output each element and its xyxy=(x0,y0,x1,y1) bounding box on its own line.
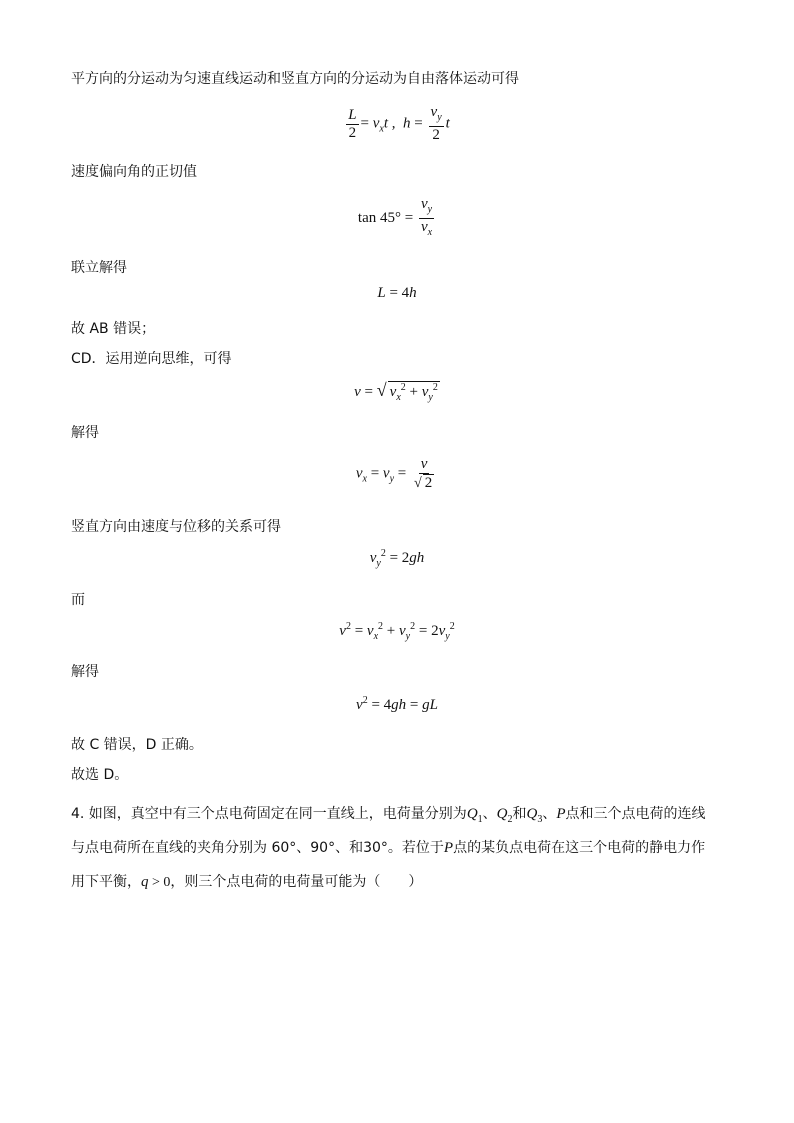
text-line-11: 故选 D。 xyxy=(71,767,129,783)
text-line-3: 联立解得 xyxy=(71,260,127,276)
text-line-8: 而 xyxy=(71,592,85,608)
question-4-line-2-tail: 点的某负点电荷在这三个电荷的静电力作 xyxy=(453,840,706,856)
equation-3: L = 4h xyxy=(377,285,417,301)
question-4-line-3-prefix: 用下平衡， xyxy=(71,874,141,890)
equation-2: tan 45° = $\frac{v_y}{v_x}$ xyxy=(357,196,433,238)
question-4-line-3: 用下平衡，q > 0，则三个点电荷的电荷量可能为（ ） xyxy=(71,874,423,890)
question-4-line-1: 4. 如图，真空中有三个点电荷固定在同一直线上，电荷量分别为$Q_1$、$Q_2$和$Q_3$、P点和三个点电荷的连线 xyxy=(71,806,706,825)
text-line-6: 解得 xyxy=(71,425,99,441)
question-4-line-3-suffix: ，则三个点电荷的电荷量可能为（ ） xyxy=(170,874,423,890)
equation-1: $\frac{L}{2}$ = $v_xt$ , h = $\frac{v_y}{2}$ t xyxy=(348,104,450,143)
text-line-9: 解得 xyxy=(71,664,99,680)
text-line-10: 故 C 错误，D 正确。 xyxy=(71,737,203,753)
equation-8: $v^2 = 4gh$ = gL xyxy=(356,695,438,713)
equation-4: v = √ $v_x^2 + v_y^2$ xyxy=(354,380,438,403)
question-4-line-2: 与点电荷所在直线的夹角分别为 60°、90°、和30°。若位于P点的某负点电荷在这三个电荷的静电力作 xyxy=(71,840,706,856)
text-line-5: CD．运用逆向思维，可得 xyxy=(71,351,232,367)
text-line-4: 故 AB 错误； xyxy=(71,321,156,337)
equation-7: $v^2 = v_x^2 + v_y^2 = 2v_y^2$ xyxy=(339,621,455,642)
question-4-mid: 点和三个点电荷的连线 xyxy=(565,806,706,822)
question-4-prefix: 4. 如图，真空中有三个点电荷固定在同一直线上，电荷量分别为 xyxy=(71,806,467,822)
equation-5: $v_x = v_y$ = $\frac{v}{√ 2}$ xyxy=(355,456,433,491)
question-4-line-2-text: 与点电荷所在直线的夹角分别为 60°、90°、和30°。若位于 xyxy=(71,840,444,856)
text-line-1: 平方向的分运动为匀速直线运动和竖直方向的分运动为自由落体运动可得 xyxy=(71,71,519,87)
equation-6: $v_y^2 = 2gh$ xyxy=(369,548,425,569)
text-line-7: 竖直方向由速度与位移的关系可得 xyxy=(71,519,281,535)
text-line-2: 速度偏向角的正切值 xyxy=(71,164,197,180)
